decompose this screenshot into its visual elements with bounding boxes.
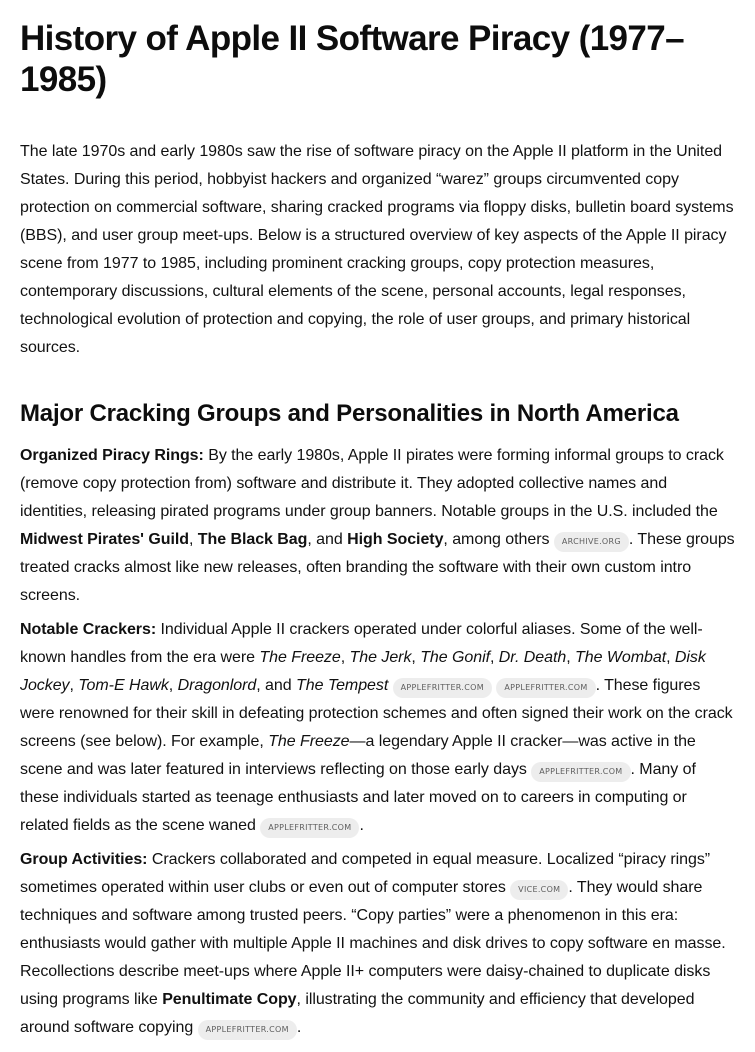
- paragraph-label: Group Activities:: [20, 851, 148, 868]
- citation-link[interactable]: APPLEFRITTER.COM: [393, 678, 492, 698]
- cracker-handle: The Tempest: [296, 677, 389, 694]
- citation-link[interactable]: ARCHIVE.ORG: [554, 532, 629, 552]
- intro-paragraph: The late 1970s and early 1980s saw the rise of software piracy on the Apple II platform in the United States. During this period, hobbyist hackers and organized “warez” groups circumvented copy protection on commercial software, sharing cracked programs via floppy disks, bulletin board systems (BBS), and user group meet-ups. Below is a structured overview of key aspects of the Apple II piracy scene from 1977 to 1985, including prominent cracking groups, copy protection measures, contemporary discussions, cultural elements of the scene, personal accounts, legal responses, technological evolution of protection and copying, the role of user groups, and primary historical sources.: [20, 143, 734, 356]
- citation-link[interactable]: VICE.COM: [510, 880, 568, 900]
- paragraph-notable-crackers: Notable Crackers: Individual Apple II crackers operated under colorful aliases. Some of the well-known handles from the era were The Freeze, The Jerk, The Gonif, Dr. Death, The Wombat, Disk Jockey, Tom-E Hawk, Dragonlord, and The Tempest APPLEFRITTER.COM APPLEFRITTER.COM . These figures were renowned for their skill in defeating protection schemes and often signed their work on the crack screens (see below). For example, The Freeze—a legendary Apple II cracker—was active in the scene and was later featured in interviews reflecting on those early days APPLEFRITTER.COM . Many of these individuals started as teenage enthusiasts and later moved on to careers in computing or related fields as the scene waned APPLEFRITTER.COM .: [20, 616, 735, 840]
- paragraph-label: Notable Crackers:: [20, 621, 157, 638]
- program-name: Penultimate Copy: [162, 991, 297, 1008]
- citation-link[interactable]: APPLEFRITTER.COM: [260, 818, 359, 838]
- cracker-handle: The Freeze: [268, 733, 350, 750]
- cracker-handle: The Wombat: [575, 649, 667, 666]
- paragraph-organized-piracy-rings: Organized Piracy Rings: By the early 1980s, Apple II pirates were forming informal groups to crack (remove copy protection from) software and distribute it. They adopted collective names and identities, releasing pirated programs under group banners. Notable groups in the U.S. included the Midwest Pirates' Guild, The Black Bag, and High Society, among others ARCHIVE.ORG . These groups treated cracks almost like new releases, often branding the software with their own custom intro screens.: [20, 447, 735, 604]
- page-title: History of Apple II Software Piracy (1977–1985): [20, 19, 685, 99]
- cracker-handle: Dr. Death: [498, 649, 567, 666]
- group-name: Midwest Pirates' Guild: [20, 531, 189, 548]
- cracker-handle: Disk Jockey: [20, 649, 706, 694]
- cracker-handle: Tom-E Hawk: [78, 677, 169, 694]
- citation-link[interactable]: APPLEFRITTER.COM: [531, 762, 630, 782]
- paragraph-label: Organized Piracy Rings:: [20, 447, 204, 464]
- cracker-handle: The Freeze: [259, 649, 341, 666]
- cracker-handle: The Jerk: [349, 649, 412, 666]
- cracker-handle: Dragonlord: [177, 677, 257, 694]
- cracker-handle: The Gonif: [420, 649, 490, 666]
- citation-link[interactable]: APPLEFRITTER.COM: [198, 1020, 297, 1040]
- group-name: The Black Bag: [197, 531, 308, 548]
- section-heading: Major Cracking Groups and Personalities in North America: [20, 400, 679, 427]
- citation-link[interactable]: APPLEFRITTER.COM: [496, 678, 595, 698]
- paragraph-group-activities: Group Activities: Crackers collaborated and competed in equal measure. Localized “piracy rings” sometimes operated within user clubs or even out of computer stores VICE.COM . They would share techniques and software among trusted peers. “Copy parties” were a phenomenon in this era: enthusiasts would gather with multiple Apple II machines and disk drives to copy software en masse. Recollections describe meet-ups where Apple II+ computers were daisy-chained to duplicate disks using programs like Penultimate Copy, illustrating the community and efficiency that developed around software copying APPLEFRITTER.COM .: [20, 846, 735, 1042]
- group-name: High Society: [347, 531, 444, 548]
